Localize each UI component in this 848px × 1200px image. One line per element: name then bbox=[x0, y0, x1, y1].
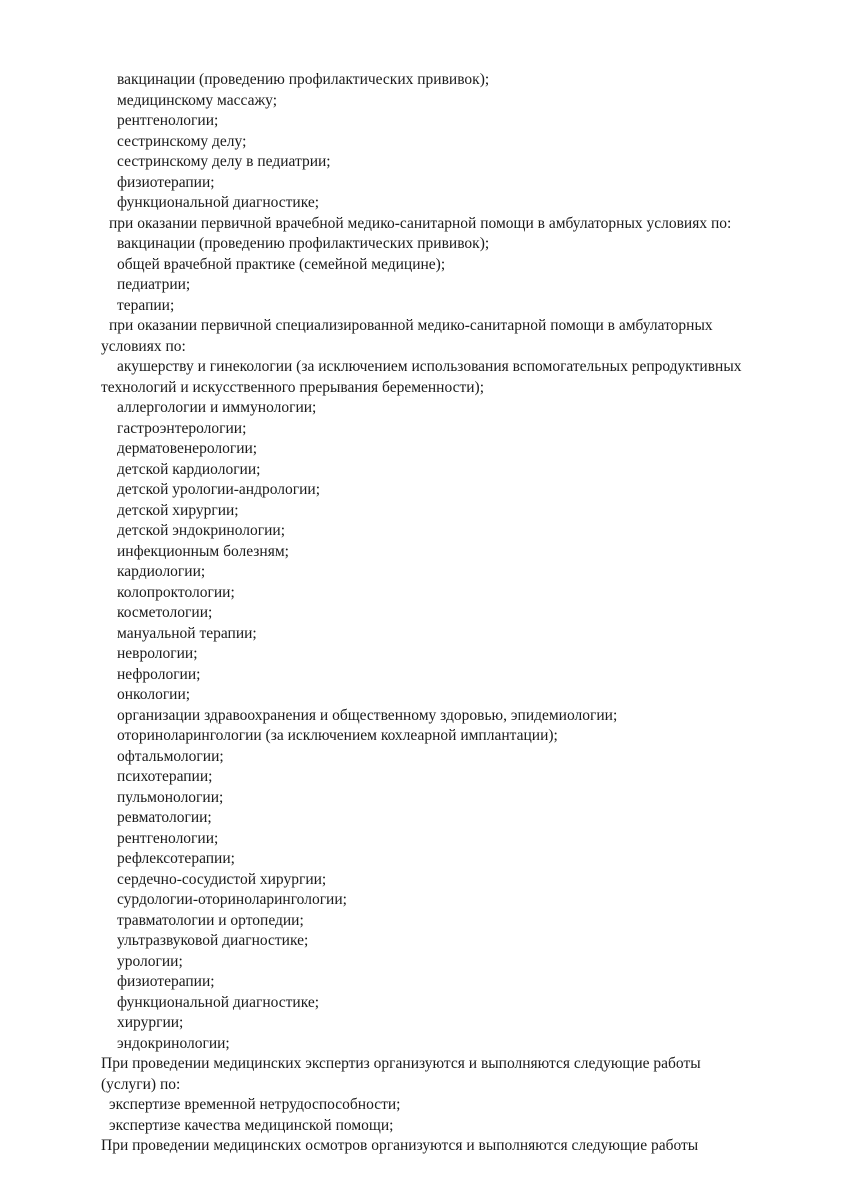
text-line: психотерапии; bbox=[117, 768, 213, 785]
text-line: экспертизе качества медицинской помощи; bbox=[109, 1116, 394, 1134]
text-line: медицинскому массажу; bbox=[117, 91, 278, 109]
text-line: детской урологии-андрологии; bbox=[117, 481, 321, 498]
text-line: детской кардиологии; bbox=[117, 460, 261, 478]
text-line: физиотерапии; bbox=[117, 973, 215, 990]
text-line: неврологии; bbox=[117, 645, 198, 662]
text-line: ревматологии; bbox=[117, 809, 212, 826]
text-line: урологии; bbox=[117, 952, 183, 970]
text-line: технологий и искусственного прерывания беременности); bbox=[101, 378, 485, 396]
text-line: пульмонологии; bbox=[117, 788, 224, 806]
text-line: акушерству и гинекологии (за исключением использования вспомогательных репродуктивных bbox=[117, 358, 742, 375]
text-line: При проведении медицинских осмотров организуются и выполняются следующие работы bbox=[101, 1137, 699, 1154]
text-line: нефрологии; bbox=[117, 665, 201, 683]
text-line: функциональной диагностике; bbox=[117, 194, 320, 211]
text-line: организации здравоохранения и общественному здоровью, эпидемиологии; bbox=[117, 706, 618, 724]
text-line: терапии; bbox=[117, 296, 175, 314]
text-line: при оказании первичной специализированной медико-санитарной помощи в амбулаторных bbox=[109, 317, 713, 334]
text-line: хирургии; bbox=[117, 1014, 184, 1031]
text-line: физиотерапии; bbox=[117, 173, 215, 191]
text-line: кардиологии; bbox=[117, 563, 206, 580]
text-line: мануальной терапии; bbox=[117, 624, 257, 642]
text-line: рентгенологии; bbox=[117, 829, 219, 847]
text-line: офтальмологии; bbox=[117, 747, 224, 765]
text-line: детской эндокринологии; bbox=[117, 522, 286, 539]
text-line: общей врачебной практике (семейной медицине); bbox=[117, 255, 446, 273]
text-line: экспертизе временной нетрудоспособности; bbox=[109, 1096, 401, 1113]
text-line: вакцинации (проведению профилактических прививок); bbox=[117, 71, 490, 88]
text-line: ультразвуковой диагностике; bbox=[117, 932, 309, 949]
text-line: колопроктологии; bbox=[117, 583, 235, 601]
text-line: (услуги) по: bbox=[101, 1075, 181, 1093]
text-line: сестринскому делу; bbox=[117, 132, 247, 150]
text-line: педиатрии; bbox=[117, 276, 191, 293]
text-line: сердечно-сосудистой хирургии; bbox=[117, 870, 327, 888]
text-line: детской хирургии; bbox=[117, 501, 239, 519]
text-line: оториноларингологии (за исключением кохлеарной имплантации); bbox=[117, 727, 558, 744]
text-line: рефлексотерапии; bbox=[117, 850, 235, 867]
text-line: косметологии; bbox=[117, 604, 213, 621]
text-line: сурдологии-оториноларингологии; bbox=[117, 891, 347, 908]
text-line: эндокринологии; bbox=[117, 1034, 230, 1052]
text-line: При проведении медицинских экспертиз организуются и выполняются следующие работы bbox=[101, 1055, 701, 1072]
text-line: дерматовенерологии; bbox=[117, 440, 258, 457]
text-line: инфекционным болезням; bbox=[117, 542, 289, 560]
text-line: гастроэнтерологии; bbox=[117, 419, 247, 437]
text-line: функциональной диагностике; bbox=[117, 993, 320, 1011]
text-line: онкологии; bbox=[117, 686, 191, 703]
document-text bbox=[0, 70, 848, 1157]
text-line: аллергологии и иммунологии; bbox=[117, 399, 317, 416]
text-line: при оказании первичной врачебной медико-санитарной помощи в амбулаторных условиях по: bbox=[109, 214, 732, 232]
text-line: рентгенологии; bbox=[117, 112, 219, 129]
text-line: травматологии и ортопедии; bbox=[117, 911, 304, 929]
text-line: условиях по: bbox=[101, 337, 186, 355]
text-line: сестринскому делу в педиатрии; bbox=[117, 153, 331, 170]
text-line: вакцинации (проведению профилактических прививок); bbox=[117, 235, 490, 252]
